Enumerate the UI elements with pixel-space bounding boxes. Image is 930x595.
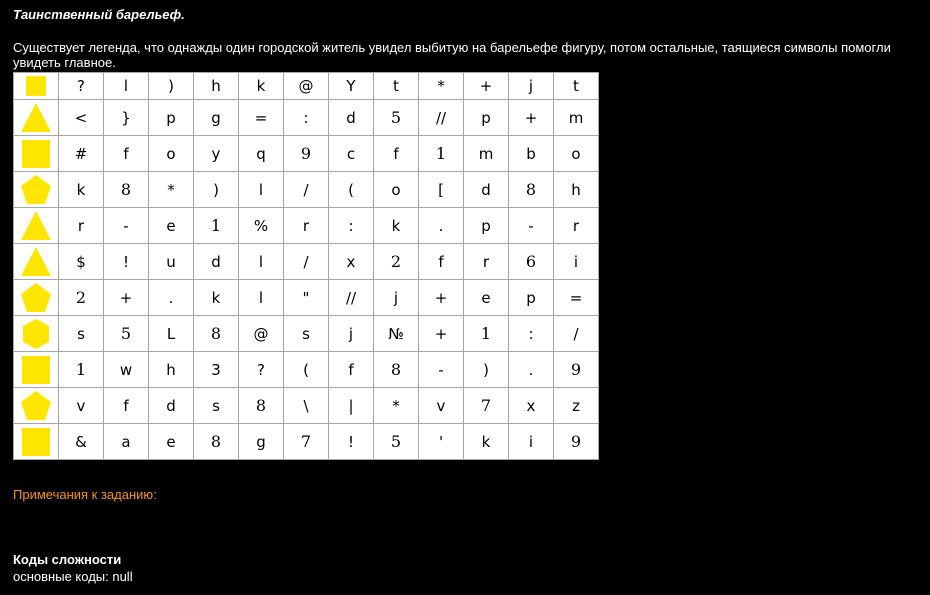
- symbol-cell: 2: [374, 244, 419, 280]
- symbol-cell: .: [149, 280, 194, 316]
- symbol-cell: r: [59, 208, 104, 244]
- symbol-cell: o: [149, 136, 194, 172]
- symbol-cell: e: [149, 424, 194, 460]
- symbol-cell: h: [149, 352, 194, 388]
- symbol-cell: l: [239, 280, 284, 316]
- grid-row: [14, 73, 599, 100]
- symbol-cell: k: [464, 424, 509, 460]
- difficulty-codes-title: Коды сложности: [13, 552, 122, 567]
- symbol-cell: z: [554, 388, 599, 424]
- difficulty-codes-value: основные коды: null: [13, 569, 133, 584]
- symbol-cell: p: [149, 100, 194, 136]
- shape-cell: [14, 388, 59, 424]
- symbol-cell: :: [509, 316, 554, 352]
- symbol-cell: k: [59, 172, 104, 208]
- symbol-cell: }: [104, 100, 149, 136]
- symbol-cell: :: [329, 208, 374, 244]
- symbol-cell: #: [59, 136, 104, 172]
- symbol-cell: r: [464, 244, 509, 280]
- bas-relief-grid: [13, 72, 599, 460]
- symbol-cell: i: [509, 424, 554, 460]
- symbol-cell: l: [239, 172, 284, 208]
- symbol-cell: [: [419, 172, 464, 208]
- symbol-cell: -: [509, 208, 554, 244]
- symbol-cell: u: [149, 244, 194, 280]
- symbol-cell: .: [509, 352, 554, 388]
- symbol-cell: /: [284, 172, 329, 208]
- symbol-cell: Y: [329, 73, 374, 100]
- square-shape-icon: [19, 353, 53, 387]
- symbol-cell: s: [284, 316, 329, 352]
- symbol-cell: x: [329, 244, 374, 280]
- symbol-cell: d: [149, 388, 194, 424]
- symbol-cell: t: [554, 73, 599, 100]
- symbol-cell: ): [194, 172, 239, 208]
- symbol-cell: f: [374, 136, 419, 172]
- symbol-cell: $: [59, 244, 104, 280]
- symbol-cell: -: [419, 352, 464, 388]
- symbol-cell: //: [419, 100, 464, 136]
- symbol-cell: @: [239, 316, 284, 352]
- square-shape-icon: [19, 137, 53, 171]
- symbol-cell: s: [59, 316, 104, 352]
- symbol-cell: o: [554, 136, 599, 172]
- grid-row: [14, 352, 599, 388]
- symbol-cell: l: [239, 244, 284, 280]
- symbol-cell: *: [374, 388, 419, 424]
- symbol-cell: e: [149, 208, 194, 244]
- symbol-cell: r: [554, 208, 599, 244]
- shape-cell: [14, 100, 59, 136]
- symbol-cell: /: [284, 244, 329, 280]
- grid-row: [14, 316, 599, 352]
- symbol-cell: d: [194, 244, 239, 280]
- symbol-cell: w: [104, 352, 149, 388]
- symbol-cell: .: [419, 208, 464, 244]
- symbol-cell: =: [554, 280, 599, 316]
- symbol-cell: 1: [464, 316, 509, 352]
- symbol-cell: d: [329, 100, 374, 136]
- grid-row: [14, 172, 599, 208]
- symbol-cell: o: [374, 172, 419, 208]
- symbol-cell: ': [419, 424, 464, 460]
- symbol-cell: f: [419, 244, 464, 280]
- pentagon-shape-icon: [19, 389, 53, 423]
- symbol-cell: 9: [554, 424, 599, 460]
- symbol-cell: ?: [239, 352, 284, 388]
- symbol-cell: +: [104, 280, 149, 316]
- shape-cell: [14, 208, 59, 244]
- symbol-cell: 1: [194, 208, 239, 244]
- symbol-cell: %: [239, 208, 284, 244]
- symbol-cell: 8: [374, 352, 419, 388]
- symbol-cell: p: [464, 208, 509, 244]
- symbol-cell: f: [104, 388, 149, 424]
- symbol-cell: |: [329, 388, 374, 424]
- symbol-cell: m: [464, 136, 509, 172]
- symbol-cell: //: [329, 280, 374, 316]
- symbol-cell: f: [104, 136, 149, 172]
- shape-cell: [14, 316, 59, 352]
- pentagon-shape-icon: [19, 173, 53, 207]
- symbol-cell: 5: [374, 424, 419, 460]
- symbol-cell: a: [104, 424, 149, 460]
- symbol-cell: m: [554, 100, 599, 136]
- shape-cell: [14, 244, 59, 280]
- symbol-cell: @: [284, 73, 329, 100]
- symbol-cell: g: [194, 100, 239, 136]
- symbol-cell: t: [374, 73, 419, 100]
- symbol-cell: x: [509, 388, 554, 424]
- triangle-shape-icon: [19, 101, 53, 135]
- symbol-cell: j: [329, 316, 374, 352]
- symbol-cell: *: [419, 73, 464, 100]
- symbol-cell: +: [464, 73, 509, 100]
- symbol-cell: v: [59, 388, 104, 424]
- pentagon-shape-icon: [19, 281, 53, 315]
- symbol-cell: <: [59, 100, 104, 136]
- symbol-cell: p: [464, 100, 509, 136]
- symbol-cell: q: [239, 136, 284, 172]
- grid-row: [14, 100, 599, 136]
- grid-row: [14, 136, 599, 172]
- symbol-cell: e: [464, 280, 509, 316]
- shape-cell: [14, 136, 59, 172]
- triangle-shape-icon: [19, 245, 53, 279]
- symbol-cell: 8: [194, 316, 239, 352]
- symbol-cell: v: [419, 388, 464, 424]
- grid-row: [14, 388, 599, 424]
- notes-label: Примечания к заданию:: [13, 487, 157, 502]
- symbol-cell: h: [194, 73, 239, 100]
- symbol-cell: k: [194, 280, 239, 316]
- symbol-cell: 2: [59, 280, 104, 316]
- symbol-cell: +: [419, 280, 464, 316]
- grid-row: [14, 280, 599, 316]
- shape-cell: [14, 424, 59, 460]
- shape-cell: [14, 352, 59, 388]
- symbol-cell: 1: [59, 352, 104, 388]
- symbol-cell: /: [554, 316, 599, 352]
- symbol-cell: №: [374, 316, 419, 352]
- symbol-cell: 9: [554, 352, 599, 388]
- shape-cell: [14, 172, 59, 208]
- symbol-cell: !: [329, 424, 374, 460]
- symbol-cell: :: [284, 100, 329, 136]
- symbol-cell: k: [239, 73, 284, 100]
- intro-text: Существует легенда, что однажды один городской житель увидел выбитую на барельефе фигуру, потом остальные, таящиеся символы помогли увидеть главное.: [13, 40, 891, 70]
- symbol-cell: 7: [284, 424, 329, 460]
- symbol-cell: +: [509, 100, 554, 136]
- symbol-cell: 8: [194, 424, 239, 460]
- square-shape-icon: [19, 425, 53, 459]
- symbol-cell: p: [509, 280, 554, 316]
- symbol-cell: g: [239, 424, 284, 460]
- symbol-cell: 5: [104, 316, 149, 352]
- symbol-cell: !: [104, 244, 149, 280]
- symbol-cell: ): [149, 73, 194, 100]
- symbol-cell: *: [149, 172, 194, 208]
- symbol-cell: ?: [59, 73, 104, 100]
- grid-row: [14, 244, 599, 280]
- symbol-cell: f: [329, 352, 374, 388]
- symbol-cell: d: [464, 172, 509, 208]
- triangle-shape-icon: [19, 209, 53, 243]
- symbol-cell: 9: [284, 136, 329, 172]
- symbol-cell: j: [374, 280, 419, 316]
- symbol-cell: r: [284, 208, 329, 244]
- symbol-cell: c: [329, 136, 374, 172]
- page-title: Таинственный барельеф.: [13, 7, 185, 22]
- symbol-cell: (: [329, 172, 374, 208]
- symbol-cell: (: [284, 352, 329, 388]
- grid-row: [14, 424, 599, 460]
- symbol-cell: 5: [374, 100, 419, 136]
- symbol-cell: L: [149, 316, 194, 352]
- shape-cell: [14, 280, 59, 316]
- symbol-cell: i: [554, 244, 599, 280]
- symbol-cell: ": [284, 280, 329, 316]
- symbol-cell: 8: [104, 172, 149, 208]
- hexagon-shape-icon: [19, 317, 53, 351]
- symbol-cell: ): [464, 352, 509, 388]
- symbol-cell: -: [104, 208, 149, 244]
- symbol-cell: 7: [464, 388, 509, 424]
- symbol-cell: 3: [194, 352, 239, 388]
- symbol-cell: h: [554, 172, 599, 208]
- symbol-cell: \: [284, 388, 329, 424]
- square-shape-icon: [24, 74, 48, 98]
- symbol-cell: 1: [419, 136, 464, 172]
- symbol-cell: +: [419, 316, 464, 352]
- symbol-cell: &: [59, 424, 104, 460]
- symbol-cell: l: [104, 73, 149, 100]
- symbol-cell: 8: [239, 388, 284, 424]
- symbol-cell: j: [509, 73, 554, 100]
- shape-cell: [14, 73, 59, 100]
- symbol-cell: s: [194, 388, 239, 424]
- symbol-cell: 8: [509, 172, 554, 208]
- symbol-cell: =: [239, 100, 284, 136]
- symbol-cell: b: [509, 136, 554, 172]
- symbol-cell: y: [194, 136, 239, 172]
- symbol-cell: 6: [509, 244, 554, 280]
- symbol-cell: k: [374, 208, 419, 244]
- grid-row: [14, 208, 599, 244]
